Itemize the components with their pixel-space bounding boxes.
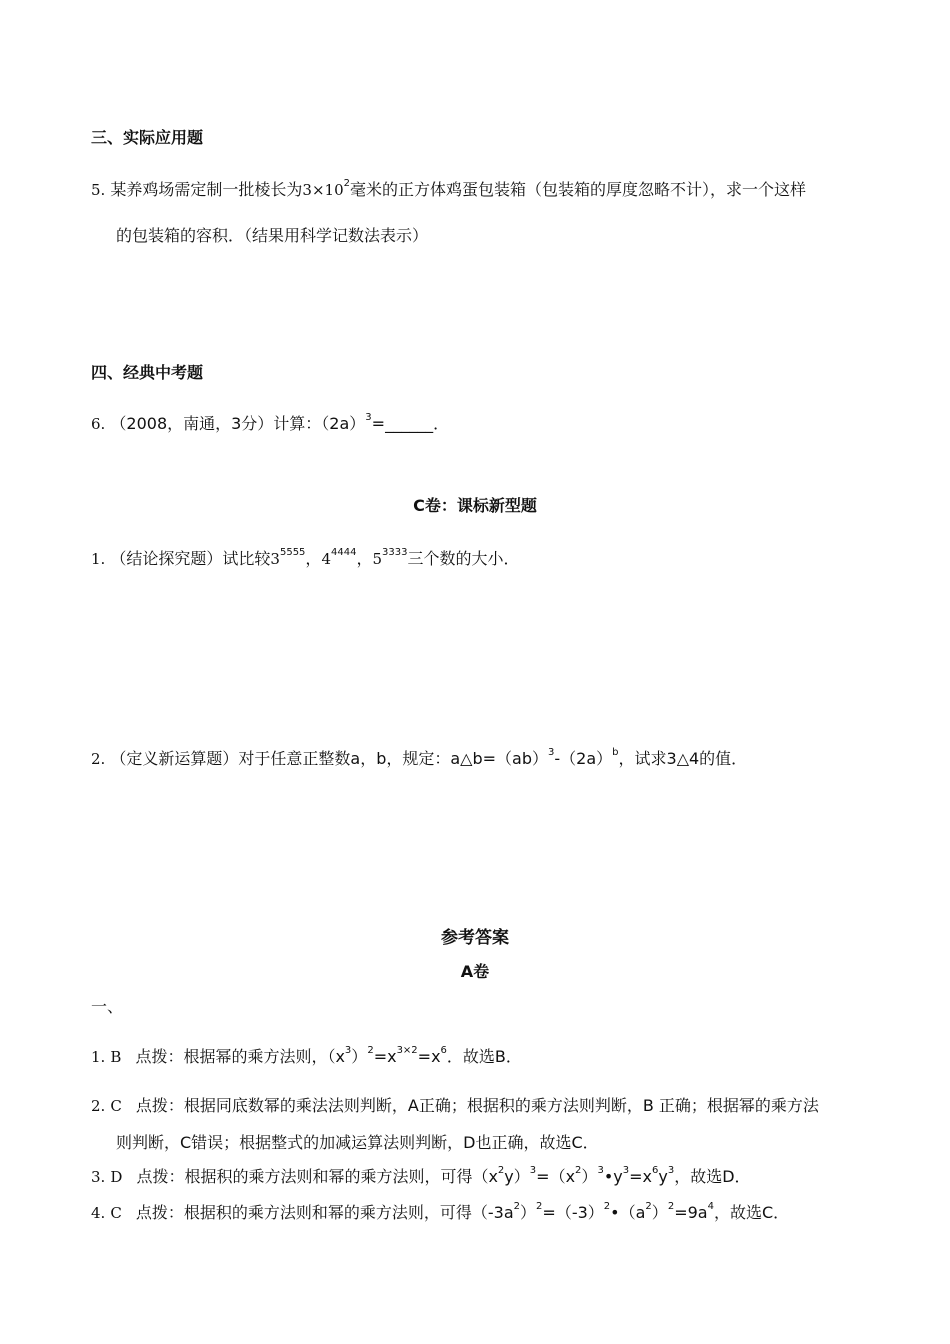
question-c1 (91, 549, 519, 569)
answer-number: 3. (91, 1168, 106, 1186)
a4-t4: •（a (610, 1203, 646, 1222)
a4-t5: ） (651, 1203, 668, 1222)
answer-choice: C (110, 1097, 122, 1115)
c1-text-1: （结论探究题）试比较 (110, 549, 271, 568)
a1-s1: 3 (344, 1045, 352, 1056)
c1-sep-1: ， (305, 549, 322, 568)
c2-exp-2: b (612, 747, 619, 758)
answer-choice: D (110, 1168, 123, 1186)
c1-text-2: 三个数的大小． (407, 549, 520, 568)
c1-exp-1: 5555 (279, 547, 306, 558)
q6-text-1: （2008，南通，3分）计算：（2a） (110, 414, 366, 433)
c1-base-3: 5 (372, 550, 382, 568)
a4-t1: 点拨：根据积的乘方法则和幂的乘方法则，可得（-3a (135, 1203, 514, 1222)
c1-base-2: 4 (321, 550, 331, 568)
q6-exponent: 3 (365, 412, 372, 423)
a4-s1: 2 (513, 1201, 521, 1212)
answer-number: 1. (91, 1048, 106, 1066)
question-number: 2. (91, 750, 106, 768)
a1-s3: 3×2 (396, 1045, 418, 1056)
answer-choice: C (110, 1204, 122, 1222)
a3-t3: =（x (536, 1167, 576, 1186)
a3-t6: =x (629, 1167, 652, 1186)
c1-sep-2: ， (356, 549, 373, 568)
a3-t1: 点拨：根据积的乘方法则和幂的乘方法则，可得（x (136, 1167, 498, 1186)
answer-2-line-1 (91, 1096, 819, 1116)
answer-4 (91, 1203, 789, 1223)
a1-t3: =x (373, 1047, 397, 1066)
a3-s5: 3 (622, 1165, 630, 1176)
a3-t5: •y (603, 1167, 623, 1186)
answer-3 (91, 1167, 751, 1187)
q6-text-2: =______． (371, 414, 450, 433)
q5-text-2: 毫米的正方体鸡蛋包装箱（包装箱的厚度忽略不计），求一个这样 (350, 180, 807, 199)
section-heading-c: C卷：课标新型题 (413, 496, 537, 515)
answers-title: 参考答案 (441, 928, 509, 948)
a3-s7: 3 (667, 1165, 675, 1176)
a2-t1: 点拨：根据同底数幂的乘法法则判断，A正确；根据积的乘方法则判断，B 正确；根据幂的乘方法 (135, 1096, 819, 1115)
a3-s1: 2 (497, 1165, 505, 1176)
a4-s4: 2 (645, 1201, 652, 1212)
a4-t3: =（-3） (542, 1203, 604, 1222)
a4-s2: 2 (536, 1201, 543, 1212)
answer-number: 2. (91, 1097, 106, 1115)
question-6 (91, 414, 449, 434)
q5-value: 3×10 (302, 181, 344, 199)
c1-exp-3: 3333 (382, 547, 408, 558)
answer-2-line-2: 则判断，C错误；根据整式的加减运算法则判断，D也正确，故选C． (116, 1133, 599, 1152)
c2-text-3: ，试求3△4的值． (618, 749, 748, 768)
a4-s6: 4 (707, 1201, 714, 1212)
answers-part-label: 一、 (91, 997, 124, 1016)
answer-1 (91, 1047, 522, 1067)
c1-exp-2: 4444 (330, 547, 357, 558)
a3-s3: 2 (575, 1165, 582, 1176)
answers-subtitle: A卷 (460, 962, 490, 981)
a3-t2: y） (504, 1167, 530, 1186)
a3-t8: ，故选D． (674, 1167, 751, 1186)
c1-base-1: 3 (270, 550, 280, 568)
a4-t6: =9a (674, 1203, 708, 1222)
q5-exponent: 2 (343, 178, 350, 189)
a4-t2: ） (520, 1203, 537, 1222)
question-5-line-1 (91, 180, 806, 200)
answer-choice: B (110, 1048, 122, 1066)
a3-s2: 3 (529, 1165, 537, 1176)
a1-t5: ．故选B． (446, 1047, 522, 1066)
a3-t4: ） (581, 1167, 598, 1186)
a1-t4: =x (417, 1047, 441, 1066)
a4-t7: ，故选C． (713, 1203, 790, 1222)
a4-s3: 2 (603, 1201, 611, 1212)
a1-t1: 点拨：根据幂的乘方法则，（x (135, 1047, 345, 1066)
q5-text-1: 某养鸡场需定制一批棱长为 (110, 180, 303, 199)
question-c2 (91, 749, 747, 769)
a4-s5: 2 (667, 1201, 675, 1212)
answer-number: 4. (91, 1204, 106, 1222)
section-heading-exam: 四、经典中考题 (91, 363, 204, 382)
question-number: 5. (91, 181, 106, 199)
question-5-line-2: 的包装箱的容积．（结果用科学记数法表示） (116, 226, 429, 245)
c2-text-1: （定义新运算题）对于任意正整数a，b，规定：a△b=（ab） (110, 749, 549, 768)
c2-text-2: -（2a） (554, 749, 613, 768)
c2-exp-1: 3 (548, 747, 555, 758)
question-number: 1. (91, 550, 106, 568)
a1-s2: 2 (367, 1045, 374, 1056)
a1-s4: 6 (440, 1045, 447, 1056)
section-heading-practical: 三、实际应用题 (91, 128, 204, 147)
a1-t2: ） (351, 1047, 368, 1066)
a3-s4: 3 (597, 1165, 604, 1176)
a3-s6: 6 (651, 1165, 659, 1176)
a3-t7: y (658, 1167, 668, 1186)
question-number: 6. (91, 415, 106, 433)
